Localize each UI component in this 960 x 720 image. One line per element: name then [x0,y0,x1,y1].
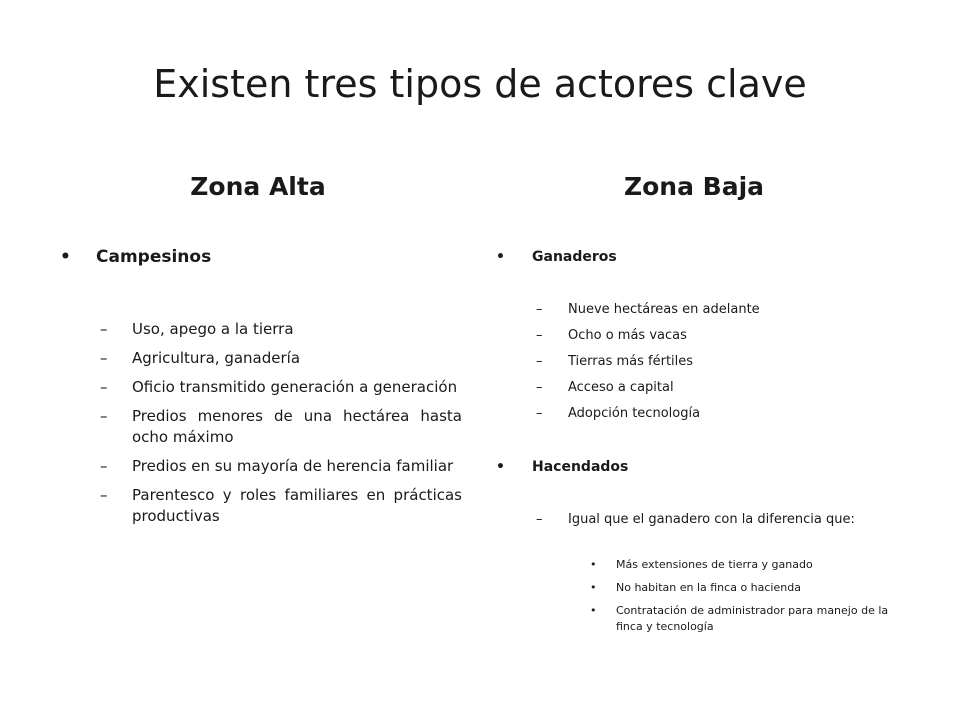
list-item-text: Más extensiones de tierra y ganado [616,558,813,571]
list-item-text: Agricultura, ganadería [132,349,301,367]
dash-icon: – [536,328,543,343]
bullet-icon: • [496,459,505,475]
list-item-text: Ocho o más vacas [568,328,687,343]
ganaderos-list [496,300,908,423]
list-item [496,352,908,371]
dash-icon: – [100,320,108,338]
ganaderos-label: Ganaderos [532,249,617,265]
list-item [60,319,462,340]
dash-icon: – [536,302,543,317]
list-item-text: Acceso a capital [568,380,674,395]
bullet-icon: • [590,581,597,594]
dash-icon: – [100,407,108,425]
list-item-text: Oficio transmitido generación a generación [132,378,458,396]
list-item [496,378,908,397]
dash-icon: – [100,349,108,367]
dash-icon: – [536,380,543,395]
hacendados-item [496,456,908,478]
list-item-text: Nueve hectáreas en adelante [568,302,760,317]
list-item [496,603,908,635]
list-item [496,557,908,573]
zona-alta-column [60,244,462,535]
list-item [60,406,462,448]
list-item [60,456,462,477]
dash-icon: – [536,354,543,369]
list-item-text: Contratación de administrador para manejo de la finca y tecnología [616,604,889,633]
list-item [496,404,908,423]
list-item [496,510,908,529]
list-item-text: Parentesco y roles familiares en prácticas productivas [132,486,462,525]
zona-baja-heading: Zona Baja [623,172,765,201]
list-item-text: Predios en su mayoría de herencia familiar [132,457,454,475]
campesinos-label: Campesinos [96,247,212,267]
campesinos-item [60,244,462,270]
list-item [496,326,908,345]
bullet-icon: • [60,247,71,267]
list-item-text: Uso, apego a la tierra [132,320,294,338]
list-item-text: No habitan en la finca o hacienda [616,581,801,594]
dash-icon: – [536,406,543,421]
dash-icon: – [100,457,108,475]
hacendados-list [496,510,908,529]
bullet-icon: • [590,604,597,617]
ganaderos-item [496,246,908,268]
list-item-text: Igual que el ganadero con la diferencia que: [568,512,855,527]
list-item-text: Adopción tecnología [568,406,701,421]
list-item [496,300,908,319]
zona-alta-heading: Zona Alta [190,172,326,201]
list-item-text: Predios menores de una hectárea hasta ocho máximo [132,407,462,446]
dash-icon: – [536,512,543,527]
list-item [60,377,462,398]
list-item [60,348,462,369]
bullet-icon: • [496,249,505,265]
dash-icon: – [100,486,108,504]
hacendados-label: Hacendados [532,459,629,475]
zona-baja-column [496,246,908,642]
dash-icon: – [100,378,108,396]
list-item [496,580,908,596]
bullet-icon: • [590,558,597,571]
list-item [60,485,462,527]
list-item-text: Tierras más fértiles [568,354,694,369]
hacendados-sublist [496,557,908,635]
slide-title: Existen tres tipos de actores clave [153,62,807,106]
campesinos-list [60,319,462,527]
